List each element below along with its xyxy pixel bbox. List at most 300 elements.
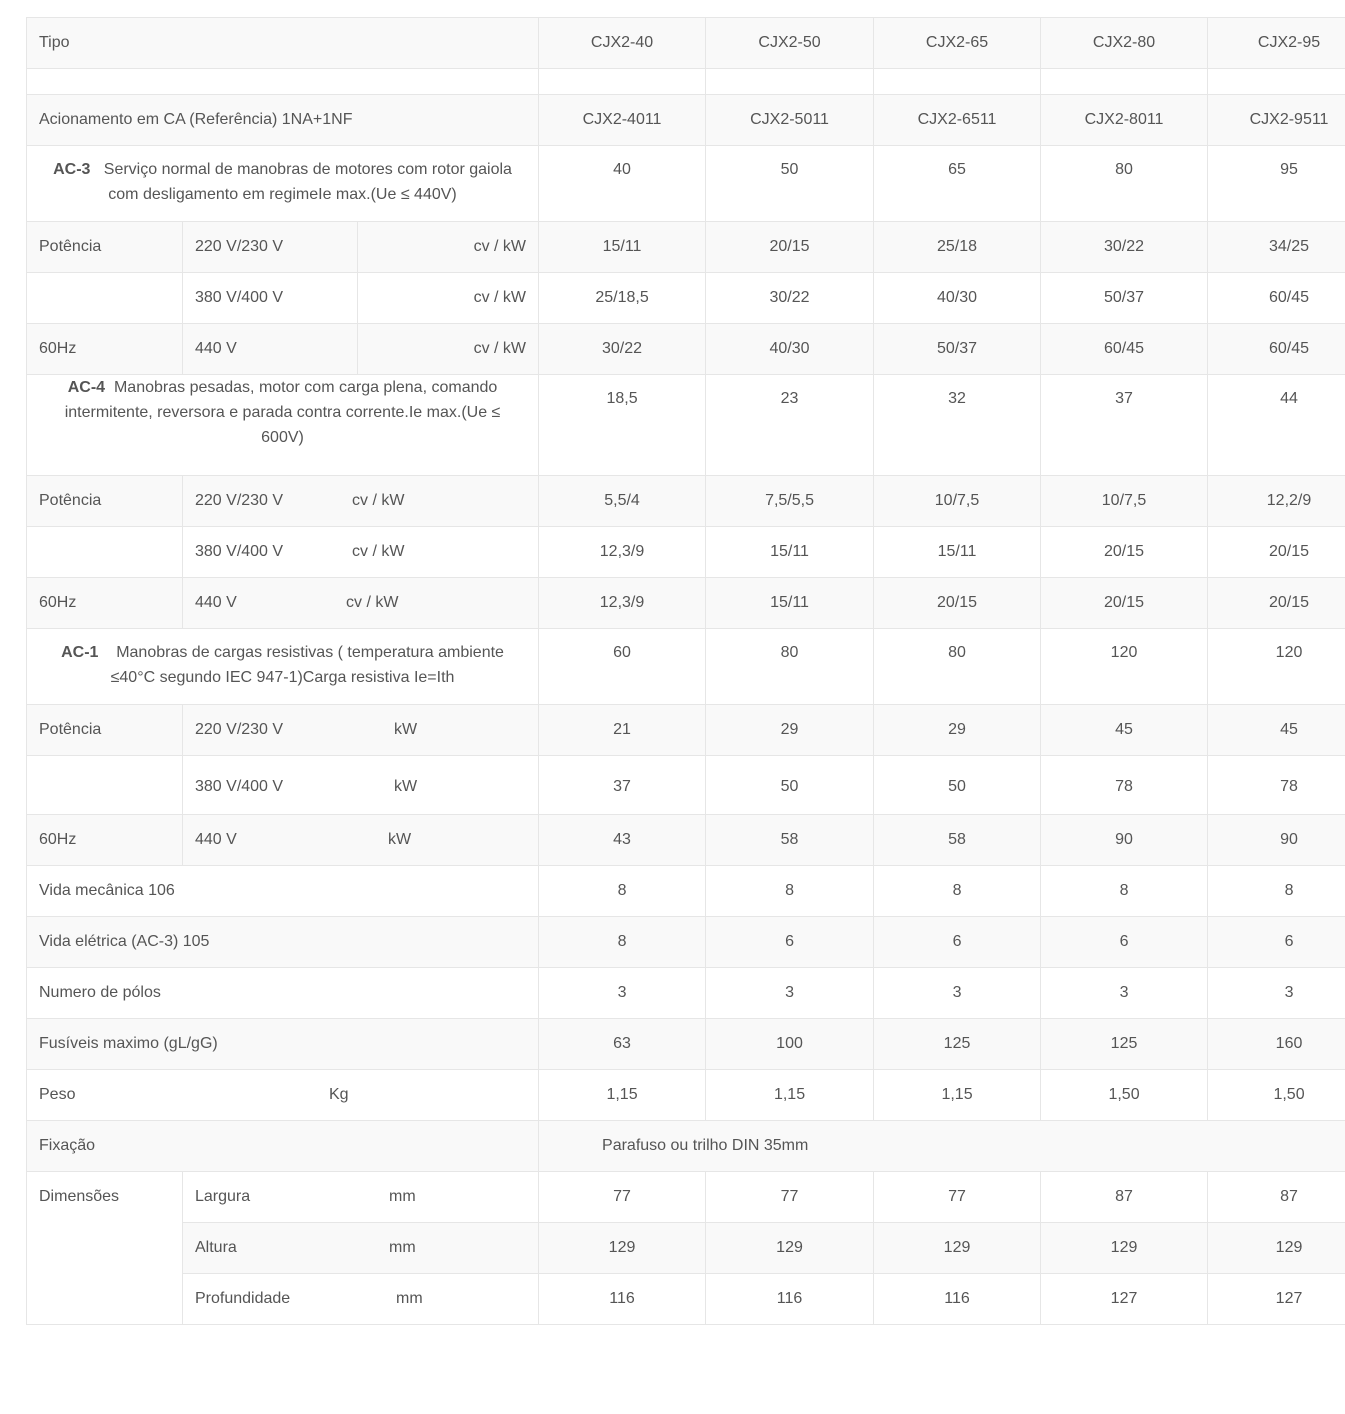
dimension-name: Profundidade bbox=[195, 1290, 291, 1307]
type-cell bbox=[539, 18, 706, 69]
value-cell bbox=[539, 527, 706, 578]
ac3-power-row bbox=[27, 222, 1345, 273]
voltage-label: 380 V/400 V bbox=[195, 543, 284, 560]
value-cell bbox=[539, 222, 706, 273]
dimension-name: Largura bbox=[195, 1188, 251, 1205]
vida-eletrica-row bbox=[27, 917, 1345, 968]
row-label-cell bbox=[27, 756, 183, 815]
value-cell bbox=[874, 1274, 1041, 1325]
row-label: 60Hz bbox=[39, 594, 77, 611]
value: 34/25 bbox=[1269, 238, 1310, 255]
row-label: 60Hz bbox=[39, 340, 77, 357]
value: 12,2/9 bbox=[1266, 492, 1312, 509]
value: 78 bbox=[1280, 778, 1298, 795]
ac4-power-row bbox=[27, 527, 1345, 578]
value: 1,15 bbox=[606, 1086, 638, 1103]
value: 60/45 bbox=[1104, 340, 1145, 357]
value: 87 bbox=[1280, 1188, 1298, 1205]
value-cell bbox=[1208, 1070, 1345, 1121]
peso-row bbox=[27, 1070, 1345, 1121]
unit-label: cv / kW bbox=[352, 543, 405, 560]
value-cell bbox=[1208, 1019, 1345, 1070]
ac3-value: 80 bbox=[1115, 161, 1133, 178]
value-cell bbox=[1041, 917, 1208, 968]
value-cell bbox=[539, 324, 706, 375]
value: 5,5/4 bbox=[604, 492, 640, 509]
blank-cell bbox=[27, 69, 539, 95]
row-label: Potência bbox=[39, 721, 102, 738]
ac3-description: Serviço normal de manobras de motores com rotor gaiola com desligamento em regimeIe max.(Ue ≤ 440V) bbox=[103, 161, 512, 203]
value-cell bbox=[1041, 527, 1208, 578]
value-cell bbox=[1208, 527, 1345, 578]
value-cell bbox=[1041, 222, 1208, 273]
voltage-unit-cell bbox=[183, 705, 539, 756]
ac4-power-row bbox=[27, 578, 1345, 629]
value: 129 bbox=[1110, 1239, 1138, 1256]
value-cell bbox=[539, 756, 706, 815]
value: 25/18,5 bbox=[595, 289, 649, 306]
value: 8 bbox=[785, 882, 794, 899]
value-cell bbox=[706, 968, 874, 1019]
ac3-value: 65 bbox=[948, 161, 966, 178]
value: 3 bbox=[785, 984, 794, 1001]
value: 6 bbox=[952, 933, 962, 950]
value-cell bbox=[706, 273, 874, 324]
value-cell bbox=[874, 1070, 1041, 1121]
value: 8 bbox=[1284, 882, 1294, 899]
value: 20/15 bbox=[1104, 594, 1145, 611]
acionamento-cell bbox=[1041, 95, 1208, 146]
type-value: CJX2-40 bbox=[590, 34, 654, 51]
row-label-cell bbox=[27, 1121, 539, 1172]
row-label-cell bbox=[27, 324, 183, 375]
ac4-description-cell bbox=[27, 375, 539, 476]
value-cell bbox=[539, 1070, 706, 1121]
value-cell bbox=[874, 222, 1041, 273]
value: 7,5/5,5 bbox=[765, 492, 814, 509]
ac1-value: 60 bbox=[613, 644, 631, 661]
value-cell bbox=[1208, 1223, 1345, 1274]
value: 12,3/9 bbox=[599, 594, 645, 611]
ac4-value: 23 bbox=[780, 390, 799, 407]
value-cell bbox=[1041, 578, 1208, 629]
value-cell bbox=[1041, 705, 1208, 756]
row-label: Potência bbox=[39, 492, 102, 509]
value-cell bbox=[539, 1019, 706, 1070]
value: 15/11 bbox=[602, 238, 642, 255]
dimensoes-row bbox=[27, 1172, 1345, 1223]
dimension-name-cell bbox=[183, 1274, 539, 1325]
ac4-value: 32 bbox=[948, 390, 966, 407]
value-cell bbox=[874, 324, 1041, 375]
ac3-value: 95 bbox=[1280, 161, 1298, 178]
ac1-cell bbox=[706, 629, 874, 705]
row-label-cell bbox=[27, 273, 183, 324]
value: 29 bbox=[780, 721, 799, 738]
value: 10/7,5 bbox=[1101, 492, 1147, 509]
ac4-value: 18,5 bbox=[606, 390, 638, 407]
fixacao-row bbox=[27, 1121, 1345, 1172]
ac1-cell bbox=[539, 629, 706, 705]
value: 78 bbox=[1115, 778, 1133, 795]
acionamento-label-cell bbox=[27, 95, 539, 146]
value: 50 bbox=[780, 778, 799, 795]
value-cell bbox=[1208, 222, 1345, 273]
value: 6 bbox=[1284, 933, 1294, 950]
value: 43 bbox=[613, 831, 631, 848]
value: 90 bbox=[1280, 831, 1298, 848]
ac4-cell bbox=[874, 375, 1041, 476]
value-cell bbox=[539, 476, 706, 527]
unit-cell bbox=[358, 222, 539, 273]
value: 6 bbox=[785, 933, 794, 950]
value-cell bbox=[874, 1019, 1041, 1070]
value-cell bbox=[706, 1223, 874, 1274]
row-label bbox=[27, 756, 182, 774]
ac3-row bbox=[27, 146, 1345, 222]
ac4-row bbox=[27, 375, 1345, 476]
value-cell bbox=[1041, 324, 1208, 375]
dimension-unit: mm bbox=[389, 1188, 416, 1205]
value: 1,50 bbox=[1273, 1086, 1305, 1103]
value-cell bbox=[706, 917, 874, 968]
ac4-cell bbox=[706, 375, 874, 476]
value-cell bbox=[1041, 968, 1208, 1019]
value-cell bbox=[706, 1274, 874, 1325]
acionamento-label: Acionamento em CA (Referência) 1NA+1NF bbox=[39, 111, 353, 128]
value-cell bbox=[1208, 476, 1345, 527]
blank-cell bbox=[539, 69, 706, 95]
value-cell bbox=[1208, 1274, 1345, 1325]
value: 20/15 bbox=[1269, 543, 1310, 560]
fixacao-value-cell bbox=[539, 1121, 1345, 1172]
value: 127 bbox=[1275, 1290, 1303, 1307]
value-cell bbox=[874, 756, 1041, 815]
row-label-cell bbox=[27, 1070, 539, 1121]
ac4-power-row bbox=[27, 476, 1345, 527]
ac1-power-row bbox=[27, 756, 1345, 815]
value: 129 bbox=[1275, 1239, 1303, 1256]
ac1-cell bbox=[1041, 629, 1208, 705]
unit-label: cv / kW bbox=[346, 594, 399, 611]
fixacao-value: Parafuso ou trilho DIN 35mm bbox=[602, 1137, 809, 1154]
unit-label: kW bbox=[388, 831, 412, 848]
value: 45 bbox=[1115, 721, 1133, 738]
row-label-cell bbox=[27, 705, 183, 756]
blank-cell bbox=[1208, 69, 1345, 95]
value-cell bbox=[1041, 866, 1208, 917]
dimensoes-row bbox=[27, 1223, 1345, 1274]
dimensoes-row bbox=[27, 1274, 1345, 1325]
value: 40/30 bbox=[937, 289, 978, 306]
value: 15/11 bbox=[937, 543, 977, 560]
voltage-label: 220 V/230 V bbox=[195, 238, 284, 255]
value: 21 bbox=[613, 721, 631, 738]
polos-label: Numero de pólos bbox=[39, 984, 161, 1001]
ac1-code: AC-1 bbox=[61, 644, 99, 661]
value-cell bbox=[874, 917, 1041, 968]
value: 6 bbox=[1119, 933, 1129, 950]
type-value: CJX2-50 bbox=[758, 34, 821, 51]
peso-unit: Kg bbox=[329, 1086, 349, 1103]
acionamento-row bbox=[27, 95, 1345, 146]
value-cell bbox=[1208, 578, 1345, 629]
acionamento-value: CJX2-4011 bbox=[582, 111, 662, 128]
value: 8 bbox=[617, 933, 627, 950]
value: 20/15 bbox=[769, 238, 810, 255]
dimension-unit: mm bbox=[396, 1290, 423, 1307]
value: 129 bbox=[776, 1239, 803, 1256]
value: 90 bbox=[1115, 831, 1133, 848]
value: 1,15 bbox=[941, 1086, 973, 1103]
ac3-cell bbox=[1041, 146, 1208, 222]
ac1-description-cell bbox=[27, 629, 539, 705]
value: 125 bbox=[943, 1035, 971, 1052]
value: 37 bbox=[613, 778, 631, 795]
type-label: Tipo bbox=[39, 34, 70, 51]
dimensoes-label-cell bbox=[27, 1172, 183, 1325]
vida-eletrica-label: Vida elétrica (AC-3) 105 bbox=[39, 933, 210, 950]
value: 77 bbox=[780, 1188, 799, 1205]
ac3-cell bbox=[539, 146, 706, 222]
value: 1,15 bbox=[773, 1086, 806, 1103]
acionamento-cell bbox=[1208, 95, 1345, 146]
value: 77 bbox=[948, 1188, 966, 1205]
value: 30/22 bbox=[1104, 238, 1145, 255]
acionamento-value: CJX2-6511 bbox=[917, 111, 997, 128]
acionamento-value: CJX2-8011 bbox=[1084, 111, 1164, 128]
value: 129 bbox=[943, 1239, 971, 1256]
dimension-unit: mm bbox=[389, 1239, 416, 1256]
row-label-cell bbox=[27, 222, 183, 273]
value-cell bbox=[706, 866, 874, 917]
ac1-value: 120 bbox=[1110, 644, 1138, 661]
type-value: CJX2-80 bbox=[1092, 34, 1156, 51]
row-label: 60Hz bbox=[39, 831, 77, 848]
value-cell bbox=[706, 756, 874, 815]
voltage-unit-cell bbox=[183, 756, 539, 815]
dimension-name-cell bbox=[183, 1172, 539, 1223]
value-cell bbox=[1041, 476, 1208, 527]
row-label-cell bbox=[27, 917, 539, 968]
blank-row bbox=[27, 69, 1345, 95]
value-cell bbox=[539, 1172, 706, 1223]
value: 3 bbox=[952, 984, 962, 1001]
value-cell bbox=[706, 324, 874, 375]
acionamento-cell bbox=[874, 95, 1041, 146]
voltage-label: 440 V bbox=[195, 831, 237, 848]
value: 1,50 bbox=[1108, 1086, 1140, 1103]
value: 25/18 bbox=[937, 238, 978, 255]
value-cell bbox=[874, 815, 1041, 866]
ac1-value: 80 bbox=[948, 644, 966, 661]
ac4-code: AC-4 bbox=[67, 379, 106, 396]
value-cell bbox=[1041, 273, 1208, 324]
value: 12,3/9 bbox=[599, 543, 645, 560]
type-cell bbox=[1041, 18, 1208, 69]
voltage-label: 380 V/400 V bbox=[195, 289, 284, 306]
value: 63 bbox=[613, 1035, 631, 1052]
dimensoes-label: Dimensões bbox=[39, 1188, 120, 1205]
unit-label: kW bbox=[394, 721, 418, 738]
value-cell bbox=[1208, 705, 1345, 756]
row-label-cell bbox=[27, 1019, 539, 1070]
value-cell bbox=[539, 968, 706, 1019]
value-cell bbox=[706, 476, 874, 527]
value-cell bbox=[539, 1223, 706, 1274]
value-cell bbox=[1208, 968, 1345, 1019]
peso-label: Peso bbox=[39, 1086, 76, 1103]
ac4-cell bbox=[1041, 375, 1208, 476]
type-cell bbox=[706, 18, 874, 69]
value-cell bbox=[1208, 917, 1345, 968]
type-label-cell bbox=[27, 18, 539, 69]
ac4-value: 37 bbox=[1115, 390, 1133, 407]
value: 8 bbox=[617, 882, 627, 899]
value-cell bbox=[539, 1274, 706, 1325]
value-cell bbox=[706, 222, 874, 273]
ac3-cell bbox=[874, 146, 1041, 222]
value: 3 bbox=[617, 984, 627, 1001]
value-cell bbox=[1208, 866, 1345, 917]
type-cell bbox=[1208, 18, 1345, 69]
ac3-description-cell bbox=[27, 146, 539, 222]
voltage-label: 220 V/230 V bbox=[195, 721, 284, 738]
value: 160 bbox=[1275, 1035, 1303, 1052]
value: 50 bbox=[948, 778, 966, 795]
value-cell bbox=[1208, 324, 1345, 375]
value-cell bbox=[1208, 1172, 1345, 1223]
row-label-cell bbox=[27, 866, 539, 917]
value: 15/11 bbox=[770, 594, 809, 611]
value: 116 bbox=[609, 1290, 635, 1307]
value-cell bbox=[539, 578, 706, 629]
unit-cell bbox=[358, 324, 539, 375]
ac3-power-row bbox=[27, 273, 1345, 324]
value-cell bbox=[1041, 815, 1208, 866]
row-label-cell bbox=[27, 968, 539, 1019]
voltage-unit-cell bbox=[183, 815, 539, 866]
acionamento-value: CJX2-5011 bbox=[750, 111, 829, 128]
value: 58 bbox=[780, 831, 799, 848]
value: 58 bbox=[948, 831, 966, 848]
value-cell bbox=[706, 1172, 874, 1223]
value: 50/37 bbox=[937, 340, 978, 357]
value: 40/30 bbox=[769, 340, 810, 357]
value-cell bbox=[874, 705, 1041, 756]
ac3-cell bbox=[706, 146, 874, 222]
unit-cell bbox=[358, 273, 539, 324]
value: 10/7,5 bbox=[934, 492, 980, 509]
ac1-row bbox=[27, 629, 1345, 705]
fixacao-label: Fixação bbox=[39, 1137, 96, 1154]
value: 116 bbox=[944, 1290, 970, 1307]
value: 60/45 bbox=[1269, 340, 1310, 357]
ac4-cell bbox=[539, 375, 706, 476]
value-cell bbox=[874, 476, 1041, 527]
value: 116 bbox=[776, 1290, 803, 1307]
fusiveis-label: Fusíveis maximo (gL/gG) bbox=[39, 1035, 218, 1052]
voltage-cell bbox=[183, 324, 358, 375]
value: 77 bbox=[613, 1188, 631, 1205]
value-cell bbox=[874, 968, 1041, 1019]
voltage-label: 220 V/230 V bbox=[195, 492, 284, 509]
unit-label: cv / kW bbox=[473, 238, 527, 255]
ac1-description: Manobras de cargas resistivas ( temperatura ambiente ≤40°C segundo IEC 947-1)Carga resistiva Ie=Ith bbox=[110, 644, 504, 686]
polos-row bbox=[27, 968, 1345, 1019]
value: 8 bbox=[952, 882, 962, 899]
row-label-cell bbox=[27, 476, 183, 527]
value-cell bbox=[1208, 756, 1345, 815]
voltage-cell bbox=[183, 222, 358, 273]
value-cell bbox=[706, 578, 874, 629]
ac3-cell bbox=[1208, 146, 1345, 222]
value-cell bbox=[874, 273, 1041, 324]
value-cell bbox=[706, 815, 874, 866]
value-cell bbox=[1041, 1172, 1208, 1223]
ac1-cell bbox=[874, 629, 1041, 705]
value-cell bbox=[1041, 1274, 1208, 1325]
type-cell bbox=[874, 18, 1041, 69]
acionamento-cell bbox=[706, 95, 874, 146]
value: 45 bbox=[1280, 721, 1298, 738]
value-cell bbox=[874, 527, 1041, 578]
voltage-label: 440 V bbox=[195, 594, 237, 611]
value: 3 bbox=[1119, 984, 1129, 1001]
value: 8 bbox=[1119, 882, 1129, 899]
unit-label: kW bbox=[394, 778, 418, 795]
value-cell bbox=[874, 866, 1041, 917]
value-cell bbox=[1208, 273, 1345, 324]
value: 127 bbox=[1110, 1290, 1138, 1307]
value-cell bbox=[539, 273, 706, 324]
value-cell bbox=[1208, 815, 1345, 866]
row-label: Potência bbox=[39, 238, 102, 255]
voltage-label: 380 V/400 V bbox=[195, 778, 284, 795]
blank-cell bbox=[706, 69, 874, 95]
value: 20/15 bbox=[1104, 543, 1145, 560]
value-cell bbox=[874, 1223, 1041, 1274]
value-cell bbox=[539, 917, 706, 968]
row-label-cell bbox=[27, 815, 183, 866]
ac3-code: AC-3 bbox=[53, 161, 91, 178]
ac4-value: 44 bbox=[1280, 390, 1298, 407]
blank-cell bbox=[1041, 69, 1208, 95]
ac1-power-row bbox=[27, 815, 1345, 866]
value-cell bbox=[706, 1019, 874, 1070]
voltage-unit-cell bbox=[183, 527, 539, 578]
unit-label: cv / kW bbox=[473, 340, 527, 357]
voltage-cell bbox=[183, 273, 358, 324]
unit-label: cv / kW bbox=[473, 289, 527, 306]
ac3-power-row bbox=[27, 324, 1345, 375]
unit-label: cv / kW bbox=[352, 492, 405, 509]
fusiveis-row bbox=[27, 1019, 1345, 1070]
value-cell bbox=[539, 815, 706, 866]
specification-table bbox=[26, 17, 1345, 1325]
ac4-cell bbox=[1208, 375, 1345, 476]
dimension-name-cell bbox=[183, 1223, 539, 1274]
value: 100 bbox=[776, 1035, 803, 1052]
value: 29 bbox=[948, 721, 966, 738]
type-value: CJX2-95 bbox=[1257, 34, 1321, 51]
row-label bbox=[27, 273, 182, 285]
value: 87 bbox=[1115, 1188, 1133, 1205]
value-cell bbox=[1041, 1070, 1208, 1121]
voltage-unit-cell bbox=[183, 476, 539, 527]
value-cell bbox=[539, 705, 706, 756]
acionamento-cell bbox=[539, 95, 706, 146]
